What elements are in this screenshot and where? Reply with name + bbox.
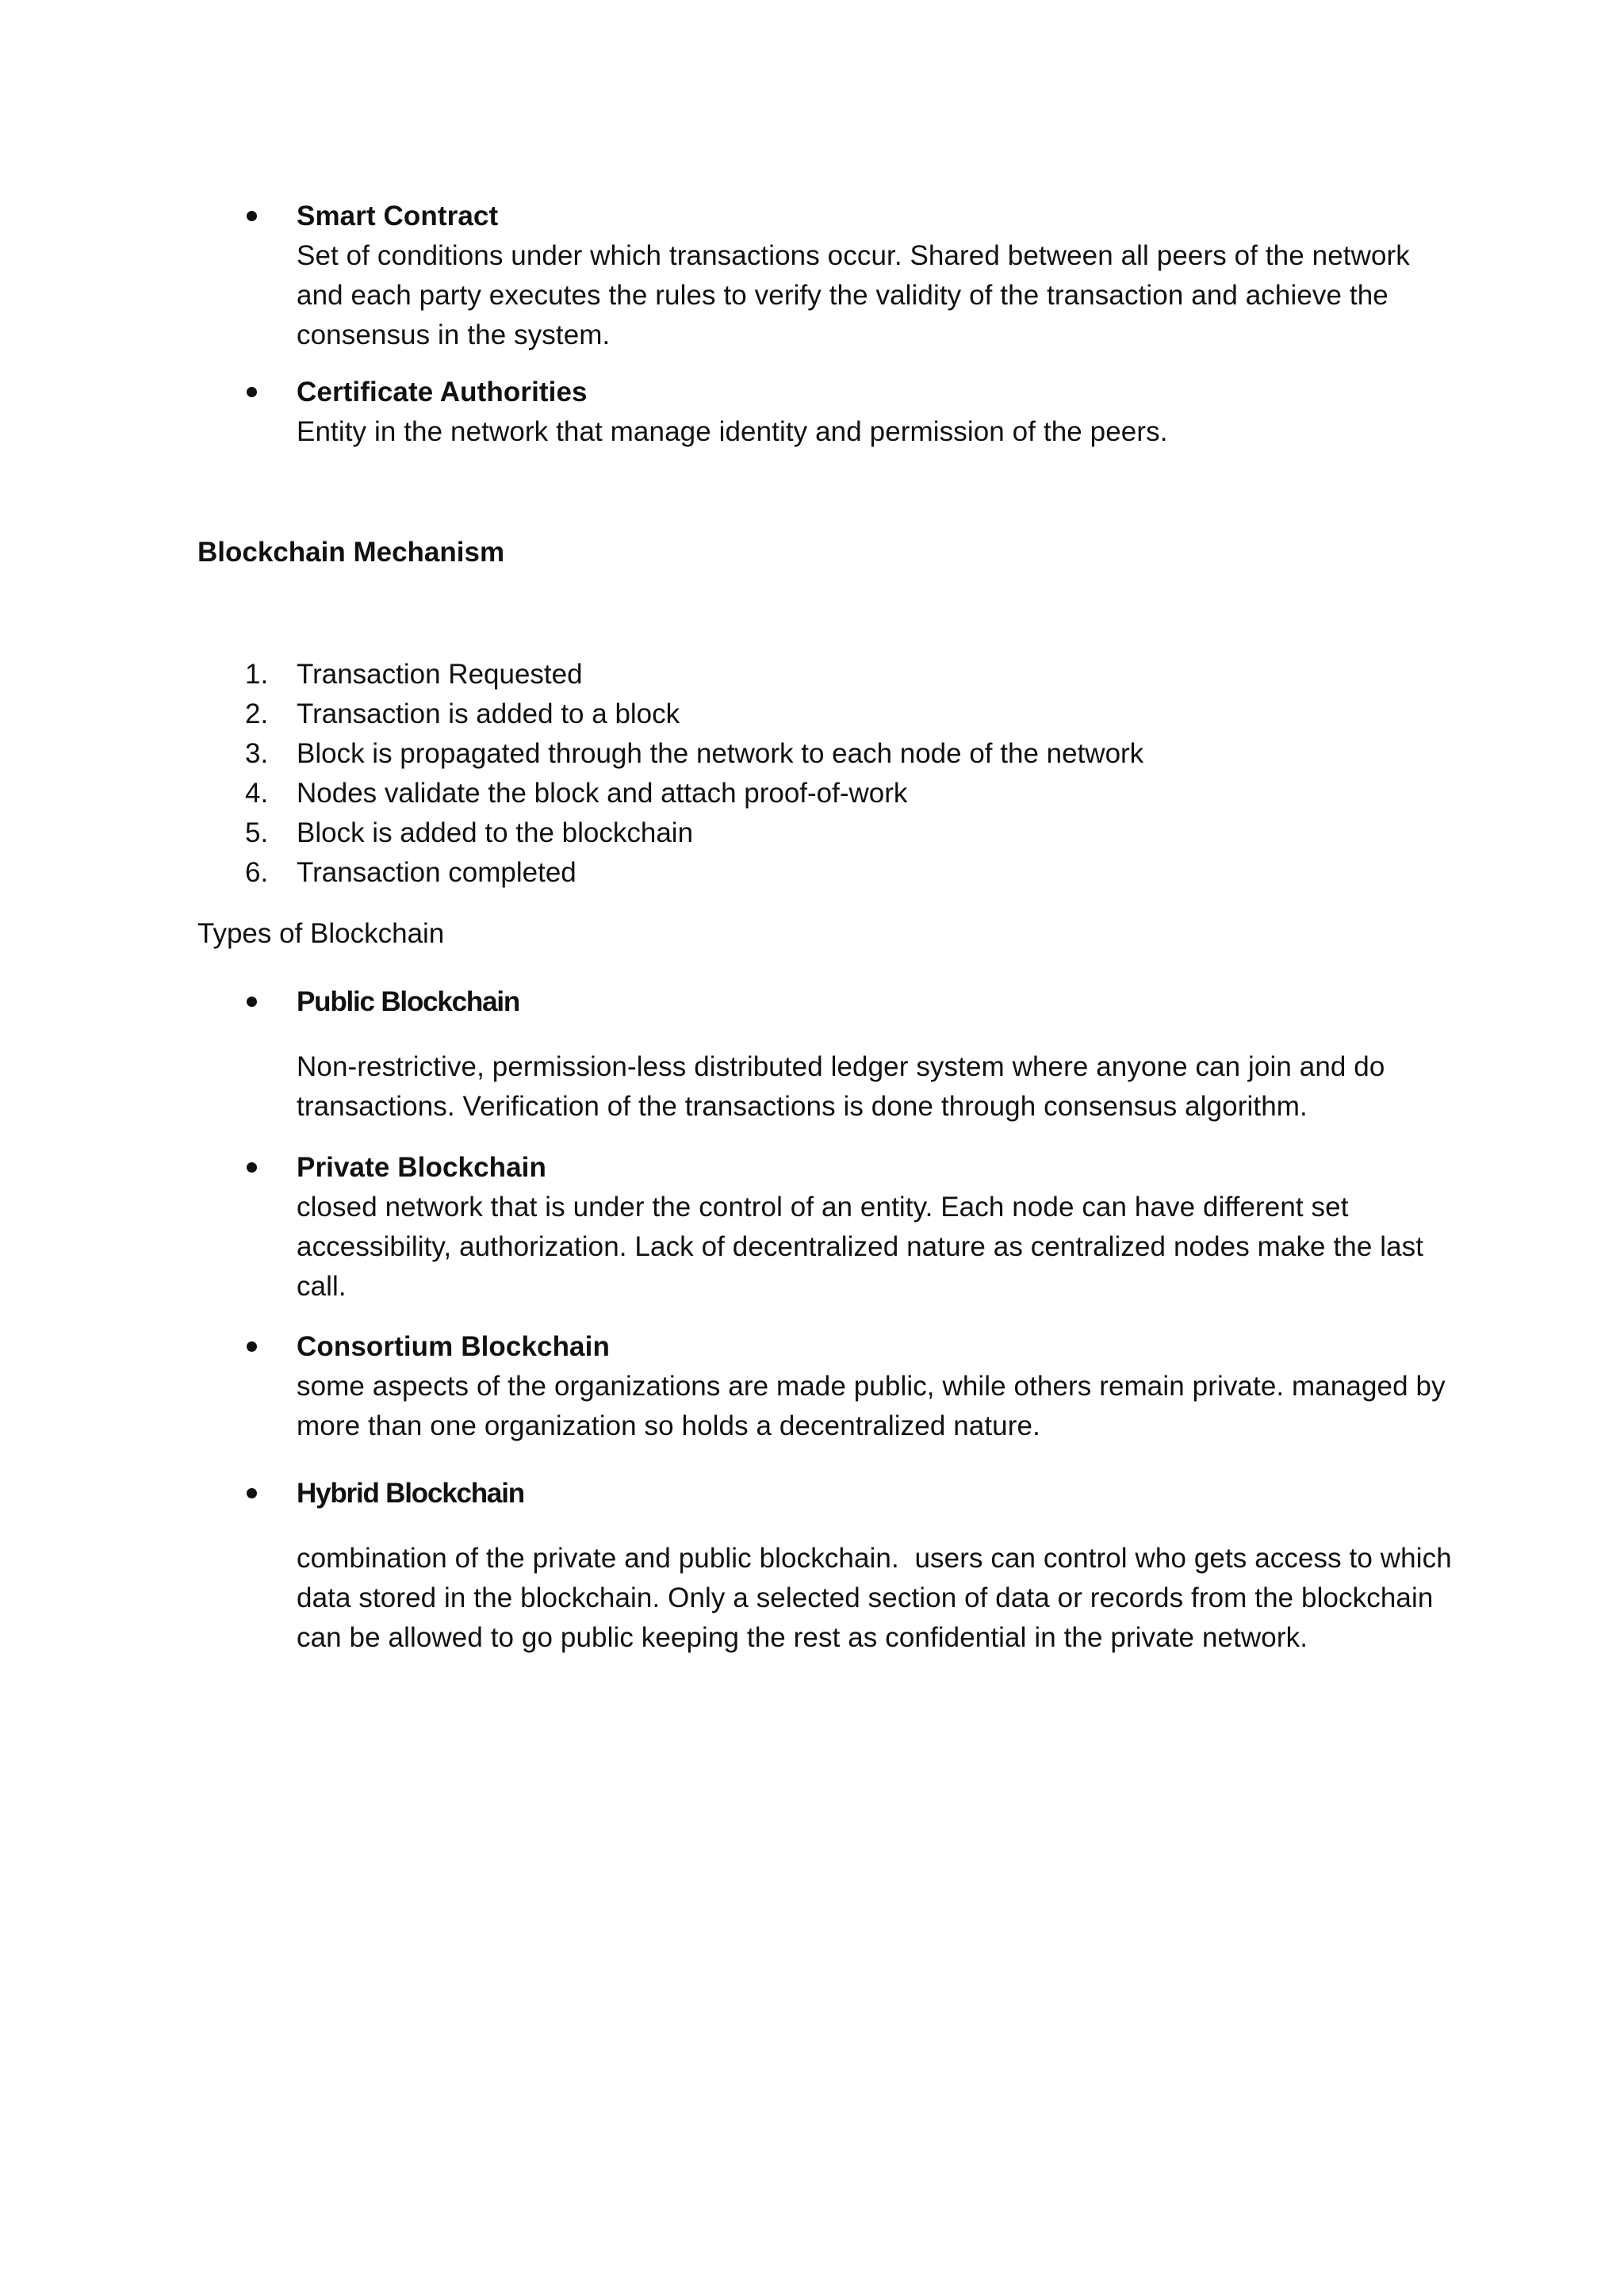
bullet-icon xyxy=(247,997,257,1007)
definition-certificate-authorities xyxy=(297,373,1454,452)
step-text: Transaction Requested xyxy=(297,659,583,690)
definition-description: Entity in the network that manage identity and permission of the peers. xyxy=(297,416,1168,447)
step-text: Transaction is added to a block xyxy=(297,698,680,729)
step-text: Block is propagated through the network to each node of the network xyxy=(297,738,1144,769)
type-term: Public Blockchain xyxy=(297,986,520,1017)
type-term: Private Blockchain xyxy=(297,1152,546,1183)
mechanism-heading: Blockchain Mechanism xyxy=(197,537,505,568)
type-description: some aspects of the organizations are made public, while others remain private. managed by more than one organization so holds a decentralized nature. xyxy=(297,1371,1446,1441)
definition-term: Certificate Authorities xyxy=(297,377,588,408)
type-public-description-block xyxy=(297,1047,1454,1127)
bullet-icon xyxy=(247,1162,257,1173)
step-text: Transaction completed xyxy=(297,857,576,888)
document-page: Smart Contract Set of conditions under which transactions occur. Shared between all peers of the network and each party executes the rules to verify the validity of the transaction and achieve the consensus in the system. Certificate Authorities Entity in the network that manage identity and permission of the peers. Blockchain Mechanism 1. Transaction Requested 2. Transaction is added to a block 3. Block is propagated through the network to each node of the network 4. Nodes validate the block and attach proof-of-work 5. Block is added to the blockchain 6. Transaction completed Types of Blockchain Public Blockchain Non-restrictive, permission-less distributed ledger system where anyone can join and do transactions. Verification of the transactions is done through consensus algorithm. Private Blockchain closed network that is under the control of an entity. Each node can have different set accessibility, authorization. Lack of decentralized nature as centralized nodes make the last call. Consortium Blockchain some aspects of the organizations are made public, while others remain private. managed by more than one organization so holds a decentralized nature. Hybrid Blockchain combination of the private and public blockchain. users can control who gets access to which data stored in the blockchain. Only a selected section of data or records from the blockchain can be allowed to go public keeping the rest as confidential in the private network. xyxy=(0,0,1624,2296)
type-term: Consortium Blockchain xyxy=(297,1331,610,1362)
type-consortium-blockchain xyxy=(297,1327,1454,1446)
bullet-icon xyxy=(247,1341,257,1352)
step-text: Nodes validate the block and attach proof-of-work xyxy=(297,778,908,809)
bullet-icon xyxy=(247,1488,257,1498)
definition-term: Smart Contract xyxy=(297,201,499,232)
definition-description: Set of conditions under which transactions occur. Shared between all peers of the network and each party executes the rules to verify the validity of the transaction and achieve the consensus in the system. xyxy=(297,240,1410,350)
types-heading: Types of Blockchain xyxy=(197,918,445,949)
type-description: Non-restrictive, permission-less distributed ledger system where anyone can join and do transactions. Verification of the transactions is done through consensus algorithm. xyxy=(297,1051,1385,1122)
type-description: closed network that is under the control of an entity. Each node can have different set accessibility, authorization. Lack of decentralized nature as centralized nodes make the last call. xyxy=(297,1192,1424,1302)
step-text: Block is added to the blockchain xyxy=(297,817,694,848)
type-term: Hybrid Blockchain xyxy=(297,1478,524,1509)
bullet-icon xyxy=(247,387,257,397)
type-hybrid-blockchain xyxy=(297,1474,1454,1513)
bullet-icon xyxy=(247,211,257,221)
type-description: combination of the private and public blockchain. users can control who gets access to which data stored in the blockchain. Only a selected section of data or records from the blockchain can be allowed to go public keeping the rest as confidential in the private network. xyxy=(297,1543,1460,1653)
definition-smart-contract xyxy=(297,197,1454,355)
type-private-blockchain xyxy=(297,1148,1454,1307)
type-hybrid-description-block xyxy=(297,1539,1460,1658)
type-public-blockchain xyxy=(297,982,1454,1022)
